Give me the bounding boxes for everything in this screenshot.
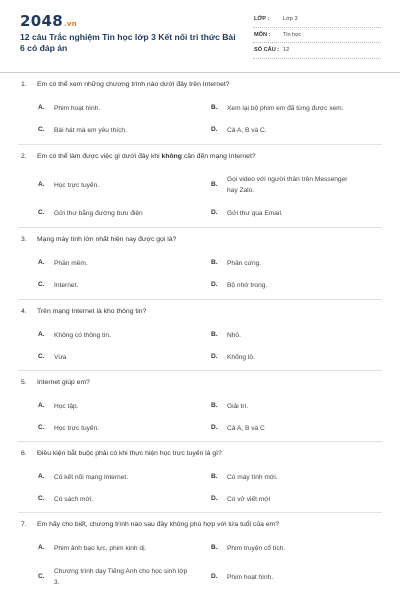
option-letter: D. bbox=[211, 495, 218, 502]
question-number: 6. bbox=[21, 450, 27, 457]
meta-label: SỐ CÂU : bbox=[254, 47, 280, 53]
question-divider bbox=[18, 144, 382, 145]
option-text: Cả A, B và C bbox=[227, 425, 265, 432]
question-text: Mạng máy tính lớn nhất hiện nay được gọi là? bbox=[37, 236, 177, 243]
question-text bbox=[37, 153, 377, 160]
option-letter: C. bbox=[38, 126, 45, 133]
question-text-part: Em có thể làm được việc gì dưới đây khi bbox=[37, 153, 162, 160]
option-letter: B. bbox=[211, 104, 218, 111]
option-text: Cả A, B và C. bbox=[227, 127, 267, 134]
option-letter: A. bbox=[38, 544, 45, 551]
meta-row-count bbox=[253, 43, 381, 59]
option-letter: A. bbox=[38, 104, 45, 111]
option-text: Bài hát mà em yêu thích. bbox=[54, 127, 127, 134]
question-divider bbox=[18, 227, 382, 228]
option-letter: B. bbox=[211, 181, 218, 188]
question-number: 2. bbox=[21, 153, 27, 160]
option-text: Có vở viết mới bbox=[227, 496, 271, 503]
option-text: Gửi thư bằng đường bưu điện bbox=[54, 210, 143, 217]
question-text: Trên mạng Internet là kho thông tin? bbox=[37, 308, 147, 315]
option-text: Không có thông tin. bbox=[54, 332, 111, 339]
option-text: Học trực tuyến. bbox=[54, 182, 100, 189]
question-number: 5. bbox=[21, 379, 27, 386]
option-letter: A. bbox=[38, 259, 45, 266]
option-letter: C. bbox=[38, 353, 45, 360]
option-letter: B. bbox=[211, 473, 218, 480]
option-text: Phần cứng. bbox=[227, 260, 262, 267]
option-text: Gửi thư qua Email. bbox=[227, 210, 283, 217]
option-letter: A. bbox=[38, 181, 45, 188]
option-letter: C. bbox=[38, 573, 45, 580]
question-divider bbox=[18, 512, 382, 513]
site-logo[interactable] bbox=[20, 12, 77, 30]
question-divider bbox=[18, 299, 382, 300]
option-text: Phim ảnh bạo lực, phim kinh dị. bbox=[54, 545, 147, 552]
meta-value: Tin học bbox=[283, 31, 302, 38]
option-letter: D. bbox=[211, 353, 218, 360]
option-text: Học trực tuyến. bbox=[54, 425, 100, 432]
option-text: Nhỏ. bbox=[227, 332, 241, 339]
logo-suffix: .vn bbox=[63, 20, 78, 28]
document-title: 12 câu Trắc nghiệm Tin học lớp 3 Kết nối tri thức Bài 6 có đáp án bbox=[20, 32, 236, 53]
meta-row-subject bbox=[253, 28, 381, 44]
option-text: Có kết nối mạng Internet. bbox=[54, 474, 129, 481]
option-text: Vừa bbox=[54, 354, 67, 361]
option-letter: D. bbox=[211, 126, 218, 133]
meta-value: 12 bbox=[283, 47, 290, 53]
option-text: Phim hoạt hình. bbox=[54, 105, 101, 112]
meta-label: MÔN : bbox=[254, 31, 271, 38]
option-letter: D. bbox=[211, 424, 218, 431]
question-divider bbox=[18, 441, 382, 442]
option-letter: D. bbox=[211, 281, 218, 288]
meta-label: LỚP : bbox=[254, 16, 270, 22]
question-divider bbox=[18, 370, 382, 371]
page-header bbox=[0, 0, 400, 72]
question-text-part: cần đến mạng Internet? bbox=[181, 153, 256, 160]
option-letter: D. bbox=[211, 573, 218, 580]
option-letter: C. bbox=[38, 495, 45, 502]
meta-value: Lớp 3 bbox=[283, 16, 298, 22]
question-number: 4. bbox=[21, 308, 27, 315]
question-number: 1. bbox=[21, 81, 27, 88]
option-letter: C. bbox=[38, 281, 45, 288]
option-text: Bộ nhớ trong. bbox=[227, 282, 268, 289]
meta-info-box bbox=[253, 12, 381, 59]
question-text: Em hãy cho biết, chương trình nào sau đây không phù hợp với lứa tuổi của em? bbox=[37, 521, 279, 528]
option-letter: A. bbox=[38, 473, 45, 480]
option-letter: B. bbox=[211, 331, 218, 338]
option-text: Xem lại bộ phim em đã từng được xem. bbox=[227, 105, 344, 112]
question-number: 3. bbox=[21, 236, 27, 243]
option-text: Có máy tính mới. bbox=[227, 474, 278, 481]
question-number: 7. bbox=[21, 521, 27, 528]
question-text: Em có thể xem những chương trình nào dưới đây trên Internet? bbox=[37, 81, 230, 88]
meta-row-class bbox=[253, 12, 381, 28]
header-divider bbox=[0, 72, 400, 73]
option-text: Internet. bbox=[54, 282, 79, 289]
option-letter: B. bbox=[211, 259, 218, 266]
option-text: Học tập. bbox=[54, 403, 79, 410]
option-text: Giải trí. bbox=[227, 403, 249, 410]
option-letter: D. bbox=[211, 209, 218, 216]
option-text: Phim hoạt hình. bbox=[227, 574, 274, 581]
option-text: Gọi video với người thân trên Messenger hay Zalo. bbox=[227, 176, 348, 194]
option-text: Chương trình dạy Tiếng Anh cho học sinh lớp 3. bbox=[54, 568, 188, 586]
question-text: Điều kiện bắt buộc phải có khi thực hiện học trực tuyến là gì? bbox=[37, 450, 222, 457]
option-text: Phim truyện cổ tích. bbox=[227, 545, 286, 552]
option-letter: A. bbox=[38, 331, 45, 338]
logo-text: 2048 bbox=[20, 12, 63, 30]
option-letter: C. bbox=[38, 424, 45, 431]
question-text-emphasis: không bbox=[161, 153, 182, 160]
option-letter: A. bbox=[38, 402, 45, 409]
option-text: Phần mềm. bbox=[54, 260, 88, 267]
option-letter: B. bbox=[211, 402, 218, 409]
option-letter: C. bbox=[38, 209, 45, 216]
question-text: Internet giúp em? bbox=[37, 379, 90, 386]
option-text: Có sách mới. bbox=[54, 496, 94, 503]
option-letter: B. bbox=[211, 544, 218, 551]
option-text: Khổng lồ. bbox=[227, 354, 255, 361]
